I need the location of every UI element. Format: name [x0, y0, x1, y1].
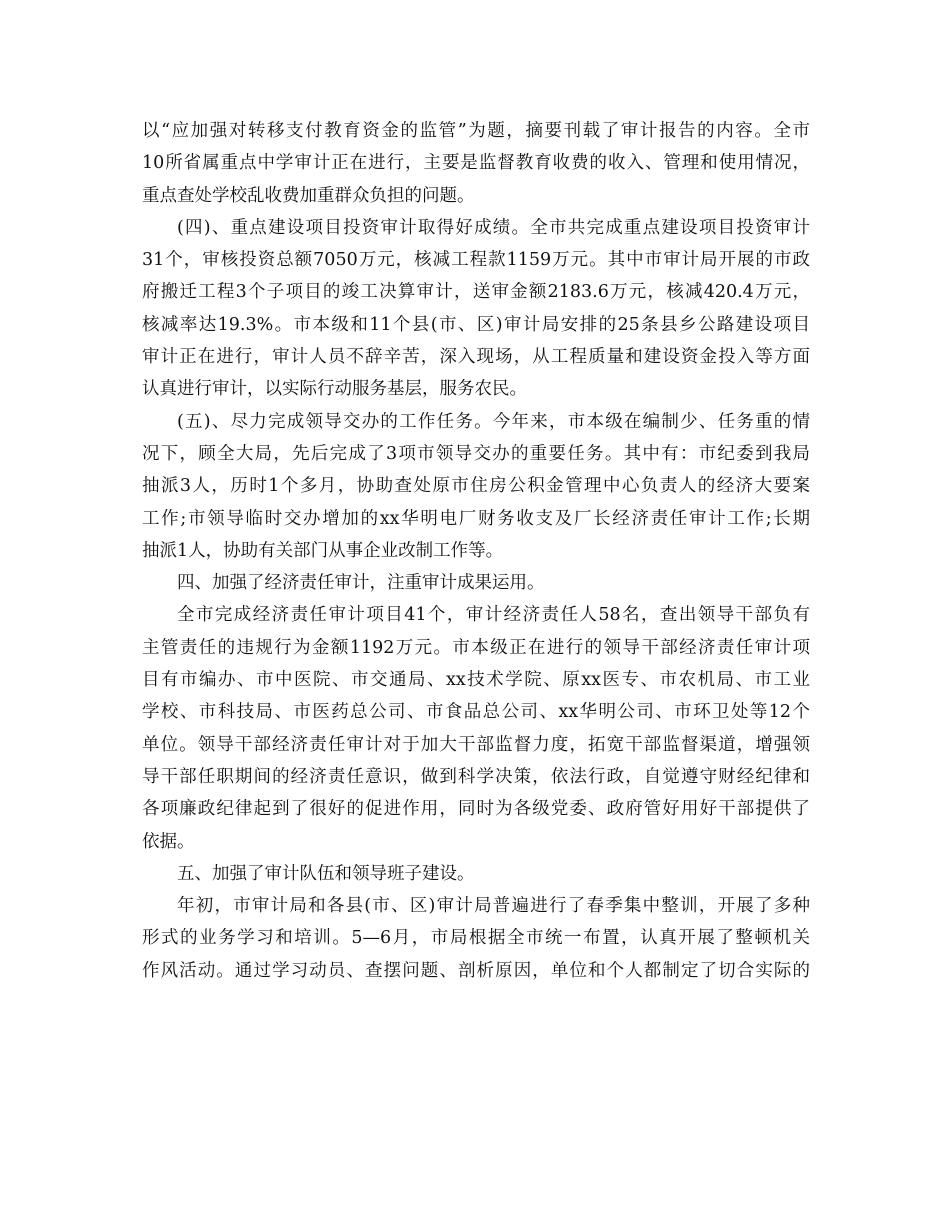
- text-line: 工作;市领导临时交办增加的xx华明电厂财务收支及厂长经济责任审计工作;长期: [142, 508, 810, 529]
- text-line: 重点查处学校乱收费加重群众负担的问题。: [142, 185, 475, 206]
- text-line: 况下，顾全大局，先后完成了3项市领导交办的重要任务。其中有：市纪委到我局: [142, 443, 810, 464]
- text-line: 抽派3人，历时1个多月，协助查处原市住房公积金管理中心负责人的经济大要案: [142, 476, 810, 497]
- text-line: 主管责任的违规行为金额1192万元。市本级正在进行的领导干部经济责任审计项: [142, 637, 810, 658]
- text-line: 抽派1人，协助有关部门从事企业改制工作等。: [142, 540, 504, 561]
- text-line: 依据。: [142, 831, 195, 852]
- text-line: 形式的业务学习和培训。5—6月，市局根据全市统一布置，认真开展了整顿机关: [142, 928, 810, 949]
- text-line: (五)、尽力完成领导交办的工作任务。今年来，市本级在编制少、任务重的情: [177, 411, 810, 432]
- text-line: (四)、重点建设项目投资审计取得好成绩。全市共完成重点建设项目投资审计: [177, 217, 810, 238]
- text-line: 10所省属重点中学审计正在进行，主要是监督教育收费的收入、管理和使用情况，: [142, 153, 810, 174]
- text-line: 以“应加强对转移支付教育资金的监管”为题，摘要刊载了审计报告的内容。全市: [142, 121, 810, 141]
- text-line: 核减率达19.3%。市本级和11个县(市、区)审计局安排的25条县乡公路建设项目: [142, 314, 810, 335]
- text-line: 导干部任职期间的经济责任意识，做到科学决策，依法行政，自觉遵守财经纪律和: [142, 766, 810, 787]
- text-line: 认真进行审计，以实际行动服务基层，服务农民。: [142, 379, 527, 400]
- text-line: 各项廉政纪律起到了很好的促进作用，同时为各级党委、政府管好用好干部提供了: [142, 799, 810, 820]
- text-line: 学校、市科技局、市医药总公司、市食品总公司、xx华明公司、市环卫处等12个: [142, 702, 810, 723]
- section-heading: 五、加强了审计队伍和领导班子建设。: [177, 863, 475, 884]
- text-line: 作风活动。通过学习动员、查摆问题、剖析原因，单位和个人都制定了切合实际的: [142, 960, 810, 981]
- text-line: 单位。领导干部经济责任审计对于加大干部监督力度，拓宽干部监督渠道，增强领: [142, 734, 810, 755]
- text-line: 年初，市审计局和各县(市、区)审计局普遍进行了春季集中整训，开展了多种: [177, 896, 810, 917]
- text-line: 府搬迁工程3个子项目的竣工决算审计，送审金额2183.6万元，核减420.4万元，: [142, 282, 810, 303]
- document-body: [142, 115, 810, 987]
- section-heading: 四、加强了经济责任审计，注重审计成果运用。: [177, 573, 545, 594]
- text-line: 31个，审核投资总额7050万元，核减工程款1159万元。其中市审计局开展的市政: [142, 250, 810, 271]
- text-line: 全市完成经济责任审计项目41个，审计经济责任人58名，查出领导干部负有: [177, 605, 810, 626]
- text-line: 审计正在进行，审计人员不辞辛苦，深入现场，从工程质量和建设资金投入等方面: [142, 347, 810, 368]
- text-line: 目有市编办、市中医院、市交通局、xx技术学院、原xx医专、市农机局、市工业: [142, 670, 810, 691]
